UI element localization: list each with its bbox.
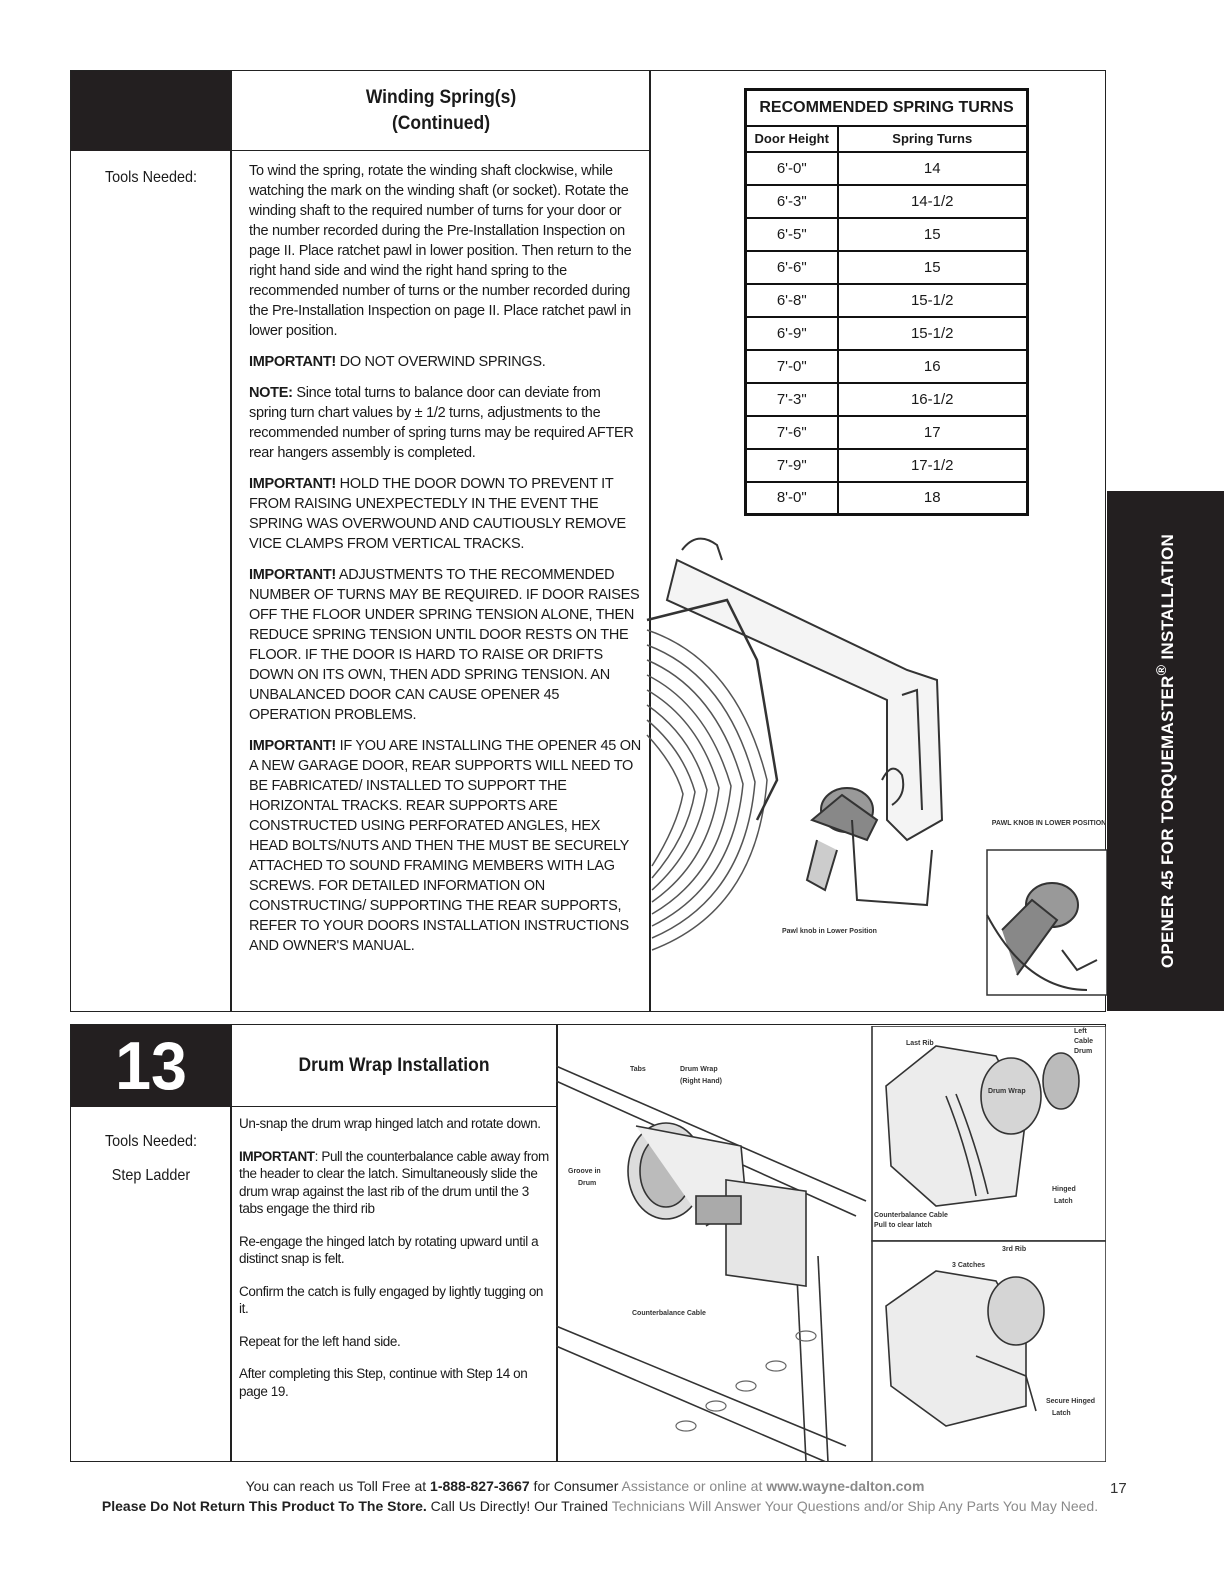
instruction-para-2 <box>239 1148 549 1218</box>
section-title-box <box>231 71 651 151</box>
table-row <box>746 284 1028 317</box>
table-row <box>746 317 1028 350</box>
instruction-para-3 <box>249 383 641 463</box>
table-row <box>746 152 1028 185</box>
cell-door-height: 6'-6" <box>746 251 838 284</box>
important-label: IMPORTANT! <box>249 476 336 492</box>
cell-door-height: 7'-3" <box>746 383 838 416</box>
cell-door-height: 6'-5" <box>746 218 838 251</box>
cell-door-height: 7'-9" <box>746 449 838 482</box>
tools-needed-label: Tools Needed: <box>104 1133 198 1150</box>
step-number: 13 <box>115 1028 187 1104</box>
section-title: Drum Wrap Installation <box>298 1055 490 1076</box>
label-left: Left <box>1074 1028 1087 1035</box>
cell-spring-turns: 17-1/2 <box>838 449 1028 482</box>
para-text: : Pull the counterbalance cable away from the header to clear the latch. Simultaneously slide the drum wrap against the last rib of the drum until the 3 tabs engage the third rib <box>239 1148 549 1216</box>
cell-spring-turns: 15 <box>838 251 1028 284</box>
instruction-para-4: Confirm the catch is fully engaged by lightly tugging on it. <box>239 1283 544 1316</box>
cell-spring-turns: 17 <box>838 416 1028 449</box>
cell-door-height: 6'-0" <box>746 152 838 185</box>
side-tab-text-b: INSTALLATION <box>1157 533 1177 665</box>
caption-inset: PAWL KNOB IN LOWER POSITION <box>991 820 1107 827</box>
important-label: IMPORTANT! <box>249 354 336 370</box>
table-row <box>746 185 1028 218</box>
label-drum-wrap-small: Drum Wrap <box>988 1088 1026 1095</box>
tools-needed-label: Tools Needed: <box>104 169 198 186</box>
footer-text: You can reach us Toll Free at <box>245 1478 431 1494</box>
col-header-spring-turns: Spring Turns <box>838 126 1028 152</box>
para-text: Since total turns to balance door can deviate from spring turn chart values by ± 1/2 turns, adjustments to the recommended number of spring turns may be required AFTER rear hangers assembly is completed. <box>249 385 634 461</box>
table-row <box>746 383 1028 416</box>
cell-door-height: 7'-6" <box>746 416 838 449</box>
toll-free-phone: 1-888-827-3667 <box>430 1478 530 1494</box>
label-latch: Latch <box>1054 1198 1073 1205</box>
cell-door-height: 8'-0" <box>746 482 838 515</box>
table-row <box>746 350 1028 383</box>
website-link[interactable]: www.wayne-dalton.com <box>766 1478 925 1494</box>
instruction-para-5: Repeat for the left hand side. <box>239 1333 401 1349</box>
label-cable: Cable <box>1074 1038 1094 1045</box>
spring-turns-table <box>744 88 1029 516</box>
table-row <box>746 449 1028 482</box>
label-groove: Groove in <box>568 1168 601 1175</box>
section-title-box <box>231 1025 557 1107</box>
cell-door-height: 6'-9" <box>746 317 838 350</box>
footer-text: Call Us Directly! Our Trained <box>426 1498 612 1514</box>
cell-spring-turns: 16-1/2 <box>838 383 1028 416</box>
cell-spring-turns: 15-1/2 <box>838 317 1028 350</box>
footer-text-faded: Technicians Will Answer Your Questions and/or Ship Any Parts You May Need. <box>611 1498 1099 1514</box>
para-text: HOLD THE DOOR DOWN TO PREVENT IT FROM RAISING UNEXPECTEDLY IN THE EVENT THE SPRING WAS OVERWOUND AND CAUTIOUSLY REMOVE VICE CLAMPS FROM VERTICAL TRACKS. <box>249 476 626 552</box>
instruction-para-3: Re-engage the hinged latch by rotating upward until a distinct snap is felt. <box>239 1233 539 1266</box>
label-hinged: Hinged <box>1052 1186 1076 1193</box>
para-text: DO NOT OVERWIND SPRINGS. <box>335 354 546 370</box>
title-line-1: Winding Spring(s) <box>365 87 517 108</box>
table-row <box>746 416 1028 449</box>
cell-spring-turns: 16 <box>838 350 1028 383</box>
instruction-para-6: After completing this Step, continue with Step 14 on page 19. <box>239 1366 528 1399</box>
chapter-side-tab <box>1107 491 1224 1011</box>
tool-step-ladder: Step Ladder <box>111 1167 191 1184</box>
label-secure-latch: Latch <box>1052 1410 1071 1417</box>
footer-text: for Consumer <box>529 1478 622 1494</box>
tools-needed-block <box>79 1125 223 1193</box>
page-footer <box>60 1478 1160 1514</box>
instruction-para-5 <box>249 565 641 725</box>
label-secure-hinged: Secure Hinged <box>1046 1398 1096 1405</box>
important-label: IMPORTANT <box>239 1148 315 1164</box>
col-header-door-height: Door Height <box>746 126 838 152</box>
label-pull-clear: Pull to clear latch <box>874 1222 932 1229</box>
instruction-body <box>239 1115 549 1415</box>
footer-warning: Please Do Not Return This Product To The Store. <box>101 1498 427 1514</box>
label-right-hand: (Right Hand) <box>680 1078 722 1085</box>
ratchet-pawl-drawing <box>607 520 1107 1020</box>
para-text: IF YOU ARE INSTALLING THE OPENER 45 ON A NEW GARAGE DOOR, REAR SUPPORTS WILL NEED TO BE FABRICATED/ INSTALLED TO SUPPORT THE HORIZONTAL TRACKS. REAR SUPPORTS ARE CONSTRUCTED USING PERFORATED ANGLES, HEX HEAD BOLTS/NUTS AND THEN THE MUST BE SECURELY ATTACHED TO SOUND FRAMING MEMBERS WITH LAG SCREWS. FOR DETAILED INFORMATION ON CONSTRUCTING/ SUPPORTING THE REAR SUPPORTS, REFER TO YOUR DOORS INSTALLATION INSTRUCTIONS AND OWNER'S MANUAL. <box>249 738 641 954</box>
section-marker-block <box>71 71 231 151</box>
cell-door-height: 6'-8" <box>746 284 838 317</box>
table-body <box>746 152 1028 515</box>
instruction-para-1: Un-snap the drum wrap hinged latch and rotate down. <box>239 1116 541 1131</box>
important-label: IMPORTANT! <box>249 738 336 754</box>
footer-line-1 <box>60 1478 1110 1494</box>
table-title: RECOMMENDED SPRING TURNS <box>746 90 1028 126</box>
cell-spring-turns: 15 <box>838 218 1028 251</box>
cell-spring-turns: 14 <box>838 152 1028 185</box>
para-text: ADJUSTMENTS TO THE RECOMMENDED NUMBER OF TURNS MAY BE REQUIRED. IF DOOR RAISES OFF THE FLOOR UNDER SPRING TENSION ALONE, THEN REDUCE SPRING TENSION UNTIL DOOR RESTS ON THE FLOOR. IF THE DOOR IS HARD TO RAISE OR DRIFTS DOWN ON ITS OWN, THEN ADD SPRING TENSION. AN UNBALANCED DOOR CAN CAUSE OPENER 45 OPERATION PROBLEMS. <box>249 567 640 723</box>
cell-spring-turns: 15-1/2 <box>838 284 1028 317</box>
table-row <box>746 482 1028 515</box>
instruction-body <box>249 161 641 967</box>
cell-door-height: 6'-3" <box>746 185 838 218</box>
important-label: IMPORTANT! <box>249 567 336 583</box>
instruction-para-4 <box>249 474 641 554</box>
cell-spring-turns: 18 <box>838 482 1028 515</box>
label-last-rib: Last Rib <box>906 1040 934 1047</box>
table-row <box>746 218 1028 251</box>
instruction-para-2 <box>249 352 641 372</box>
side-tab-text <box>1154 534 1178 968</box>
note-label: NOTE: <box>249 385 293 401</box>
label-left-drum: Drum <box>1074 1048 1093 1055</box>
footer-line-2 <box>60 1498 1140 1514</box>
column-divider <box>230 71 232 1011</box>
label-catches: 3 Catches <box>952 1262 986 1269</box>
caption-pawl-knob: Pawl knob in Lower Position <box>782 928 877 935</box>
page-number: 17 <box>1110 1480 1127 1497</box>
label-drum-wrap: Drum Wrap <box>680 1066 718 1073</box>
instruction-para-1: To wind the spring, rotate the winding shaft clockwise, while watching the mark on the winding shaft (or socket). Rotate the winding shaft to the required number of turns for your door or the number recorded during the Pre-Installation Inspection on page II. Place ratchet pawl in lower position. Then return to the right hand side and wind the right hand spring to the recommended number of turns or the number recorded during the Pre-Installation Inspection on page II. Place ratchet pawl in lower position. <box>249 163 632 339</box>
section-title <box>248 71 634 137</box>
label-drum: Drum <box>578 1180 597 1187</box>
label-cb-cable: Counterbalance Cable <box>874 1212 948 1219</box>
title-line-2: (Continued) <box>391 113 491 134</box>
step-number-block <box>71 1025 231 1107</box>
side-tab-text-a: OPENER 45 FOR TORQUEMASTER <box>1157 675 1177 969</box>
table-row <box>746 251 1028 284</box>
ratchet-pawl-illustration <box>607 520 1107 1020</box>
label-third-rib: 3rd Rib <box>1002 1246 1027 1253</box>
instruction-para-6 <box>249 736 641 956</box>
footer-text-faded: Assistance or online at <box>621 1478 767 1494</box>
cell-spring-turns: 14-1/2 <box>838 185 1028 218</box>
drum-wrap-illustration <box>556 1026 1106 1462</box>
label-tabs: Tabs <box>630 1066 646 1073</box>
label-counterbalance-cable: Counterbalance Cable <box>632 1310 706 1317</box>
registered-mark: ® <box>1153 664 1170 676</box>
cell-door-height: 7'-0" <box>746 350 838 383</box>
